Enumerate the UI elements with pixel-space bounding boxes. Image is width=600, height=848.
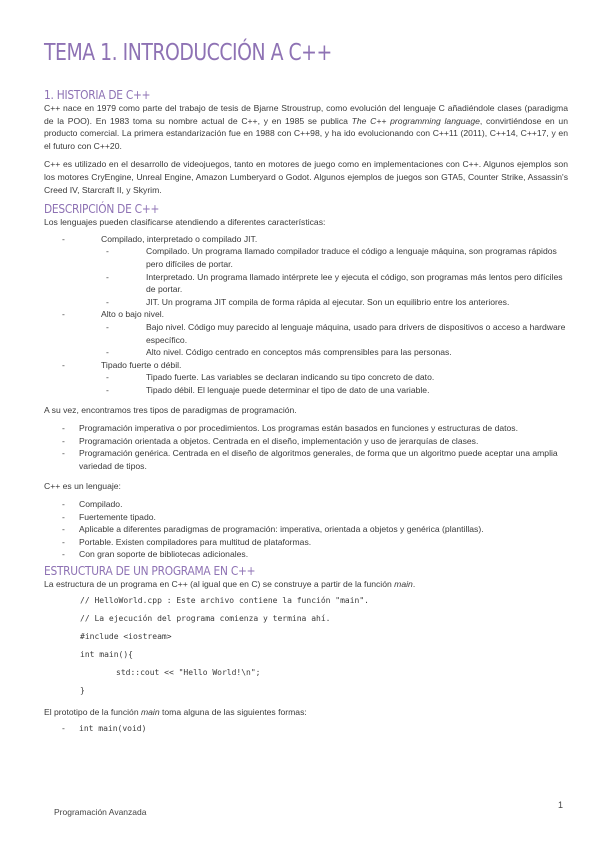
list-item: - Aplicable a diferentes paradigmas de programación: imperativa, orientada a objetos y genérica (plantillas). [62,524,484,535]
section-heading-historia: 1. HISTORIA DE C++ [44,87,151,102]
document-page [44,40,568,735]
list-item: - Tipado fuerte. Las variables se declaran indicando su tipo concreto de dato. [106,372,435,383]
descripcion-intro: Los lenguajes pueden clasificarse atendiendo a diferentes características: [44,217,326,228]
prototype-list [44,722,568,735]
list-item: - Bajo nivel. Código muy parecido al lenguaje máquina, usado para drivers de dispositivos o acceso a hardware específico. [106,321,566,345]
list-item: - Tipado débil. El lenguaje puede determinar el tipo de dato de una variable. [106,384,430,395]
list-item: - Tipado fuerte o débil. [62,359,182,370]
code-line: // La ejecución del programa comienza y termina ahí. [80,613,331,623]
document-title: TEMA 1. INTRODUCCIÓN A C++ [44,40,332,66]
list-item: - Interpretado. Un programa llamado intérprete lee y ejecuta el código, son programas más lentos pero difíciles de portar. [106,271,563,295]
list-item: - Alto o bajo nivel. [62,309,165,320]
list-item: - Compilado. Un programa llamado compilador traduce el código a lenguaje máquina, son programas rápidos pero difíciles de portar. [106,246,557,269]
paradigms-list [44,422,568,472]
code-line: #include <iostream> [80,631,172,641]
list-item: - int main(void) [62,723,147,734]
code-line: // HelloWorld.cpp : Este archivo contiene la función "main". [80,595,369,605]
historia-paragraph-2: C++ es utilizado en el desarrollo de videojuegos, tanto en motores de juego como en implementaciones con C++. Algunos ejemplos son los motores CryEngine, Unreal Engine, Amazon Lumberyard o Godot. Algunos ejemplos de juegos son GTA5, Counter Strike, Assassin's Creed IV, Starcraft II, y Skyrim. [44,159,568,195]
code-example [80,595,568,703]
section-heading-estructura: ESTRUCTURA DE UN PROGRAMA EN C++ [44,563,256,578]
historia-paragraph-1: C++ nace en 1979 como parte del trabajo de tesis de Bjarne Stroustrup, como evolución del lenguaje C añadiéndole clases (paradigma de la POO). En 1983 toma su nombre actual de C++, y en 1985 se publica The C++ programming language, convirtiéndose en un producto comercial. La primera estandarización fue en 1988 con C++98, y ha ido evolucionando con C++11 (2011), C++14, C++17, y en el futuro con C++20. [44,103,568,151]
list-item: - Compilado. [62,499,123,510]
prototype-intro: El prototipo de la función main toma alguna de las siguientes formas: [44,706,307,717]
cpp-features-list [44,498,568,561]
list-item: - JIT. Un programa JIT compila de forma rápida al ejecutar. Son un equilibrio entre los anteriores. [106,296,510,307]
cpp-intro: C++ es un lenguaje: [44,481,121,492]
page-number: 1 [558,800,564,810]
code-line: } [80,685,85,695]
list-item: - Programación orientada a objetos. Centrada en el diseño, implementación y uso de jerarquías de clases. [62,435,479,446]
estructura-intro: La estructura de un programa en C++ (al igual que en C) se construye a partir de la función main. [44,579,416,589]
paradigms-intro: A su vez, encontramos tres tipos de paradigmas de programación. [44,405,297,416]
list-item: - Fuertemente tipado. [62,511,156,522]
characteristics-list [44,359,568,372]
list-item: - Programación genérica. Centrada en el diseño de algoritmos generales, de forma que un algoritmo puede aceptar una amplia variedad de tipos. [62,448,558,471]
list-item: - Portable. Existen compiladores para multitud de plataformas. [62,536,312,547]
characteristics-list [44,308,568,321]
list-item: - Compilado, interpretado o compilado JIT. [62,233,258,244]
list-item: - Programación imperativa o por procedimientos. Los programas están basados en funciones y estructuras de datos. [62,423,518,434]
code-line: int main(){ [80,649,133,659]
characteristics-list [44,233,568,246]
section-heading-descripcion: DESCRIPCIÓN DE C++ [44,201,160,217]
compile-types-list [44,245,568,308]
code-line: std::cout << "Hello World!\n"; [116,667,261,677]
list-item: - Alto nivel. Código centrado en conceptos más comprensibles para las personas. [106,347,452,358]
level-list [44,321,568,359]
footer-text: Programación Avanzada [54,807,147,817]
list-item: - Con gran soporte de bibliotecas adicionales. [62,549,249,560]
typing-list [44,371,568,396]
